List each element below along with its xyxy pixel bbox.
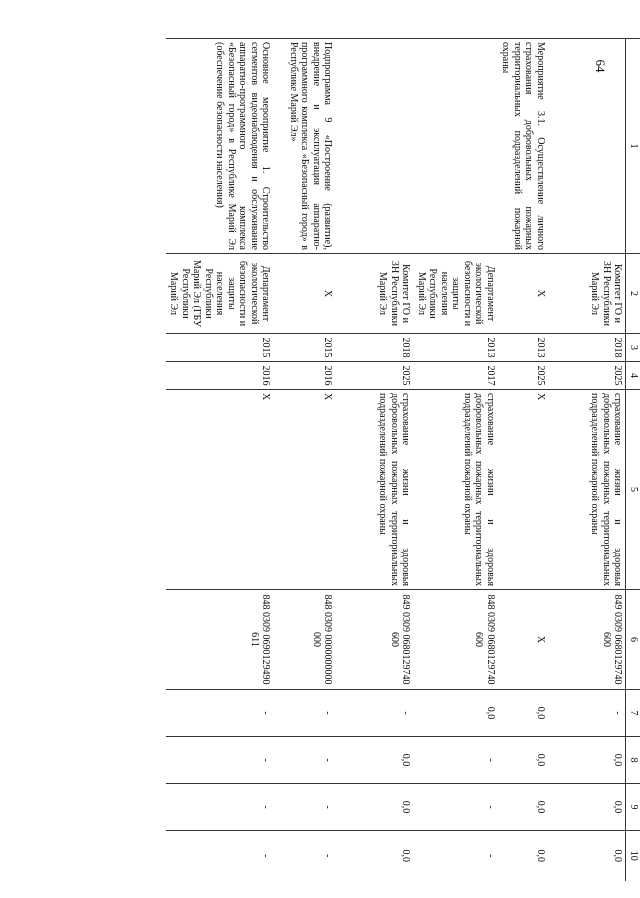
table-cell: страхование жизни и здоровья добровольных пожарных территориальных подразделений пожарной охраны [548,390,626,590]
table-cell: 0,0 [498,737,548,784]
table-cell: - [414,831,499,881]
table-cell: - [414,784,499,831]
table-cell: 2017 [414,362,499,390]
table-cell [336,39,414,254]
table-cell: 2025 [548,362,626,390]
table-cell: 848 0309 0680129740 600 [414,590,499,690]
table-cell: 849 0309 0680129740 600 [548,590,626,690]
table-cell: 0,0 [548,784,626,831]
table-cell: - [166,690,274,737]
table-cell: 849 0309 0680129740 600 [336,590,414,690]
table-cell: 848 0309 0000000000 000 [274,590,336,690]
header-row [626,39,640,881]
table-cell: 0,0 [548,737,626,784]
table-cell: - [336,690,414,737]
table-cell: - [274,831,336,881]
table-cell: Основное мероприятие 1. Строительство сегментов видеонаблюдения и обслуживание аппаратно-программного комплекса «Безопасный город» в Республике Марий Эл (обеспечение безопасности населения) [166,39,274,254]
table-cell: X [498,390,548,590]
table-cell: Комитет ГО и ЗН Республики Марий Эл [548,254,626,334]
table-cell: 0,0 [498,831,548,881]
table-cell: 2018 [548,334,626,362]
table-cell: страхование жизни и здоровья добровольных пожарных территориальных подразделений пожарной охраны [336,390,414,590]
table-row [548,39,626,881]
table-cell: 0,0 [336,784,414,831]
column-header: 3 [626,334,640,362]
table-row [336,39,414,881]
column-header: 2 [626,254,640,334]
table-row [274,39,336,881]
table-cell: - [166,784,274,831]
table-cell: 0,0 [498,690,548,737]
table-cell: 2025 [336,362,414,390]
table-cell: X [274,254,336,334]
table-row [498,39,548,881]
table-cell: 2016 [274,362,336,390]
table-cell: 2015 [166,334,274,362]
table-cell: 2016 [166,362,274,390]
page-number: 64 [593,59,608,73]
table-cell: - [274,737,336,784]
column-header: 6 [626,590,640,690]
table-cell: 2013 [414,334,499,362]
budget-table [166,38,640,881]
table-cell: X [166,390,274,590]
table-cell: Подпрограмма 9 «Построение (развитие), внедрение и эксплуатация аппаратно-программного комплекса «Безопасный город» в Республике Марий Эл» [274,39,336,254]
table-cell: 0,0 [336,831,414,881]
column-header: 10 [626,831,640,881]
table-cell: 2013 [498,334,548,362]
table-cell: Департамент экологической безопасности и защиты населения Республики Марий Эл (ГБУ Республики Марий Эл [166,254,274,334]
column-header: 7 [626,690,640,737]
table-cell: 848 0309 0690129490 611 [166,590,274,690]
column-header: 1 [626,39,640,254]
table-cell: - [274,784,336,831]
table-cell: - [274,690,336,737]
budget-table-sheet [120,38,640,880]
table-cell: 0,0 [414,690,499,737]
table-cell: 2018 [336,334,414,362]
table-cell: - [166,737,274,784]
table-cell: X [498,254,548,334]
table-cell: 0,0 [336,737,414,784]
table-row [166,39,274,881]
column-header: 5 [626,390,640,590]
table-cell [548,39,626,254]
table-cell: X [274,390,336,590]
table-body [166,39,626,881]
table-cell: 2025 [498,362,548,390]
table-cell: - [166,831,274,881]
table-cell: X [498,590,548,690]
table-cell: Департамент экологической безопасности и защиты населения Республики Марий Эл [414,254,499,334]
table-row [414,39,499,881]
table-cell: Мероприятие 3.1. Осуществление личного страхования добровольных пожарных территориальных подразделений пожарной охраны [498,39,548,254]
table-cell: - [414,737,499,784]
table-cell: 0,0 [498,784,548,831]
column-header: 9 [626,784,640,831]
table-cell [414,39,499,254]
table-cell: 0,0 [548,831,626,881]
column-header: 4 [626,362,640,390]
table-cell: Комитет ГО и ЗН Республики Марий Эл [336,254,414,334]
column-header: 8 [626,737,640,784]
table-cell: - [548,690,626,737]
table-cell: страхование жизни и здоровья добровольных пожарных территориальных подразделений пожарной охраны [414,390,499,590]
table-cell: 2015 [274,334,336,362]
